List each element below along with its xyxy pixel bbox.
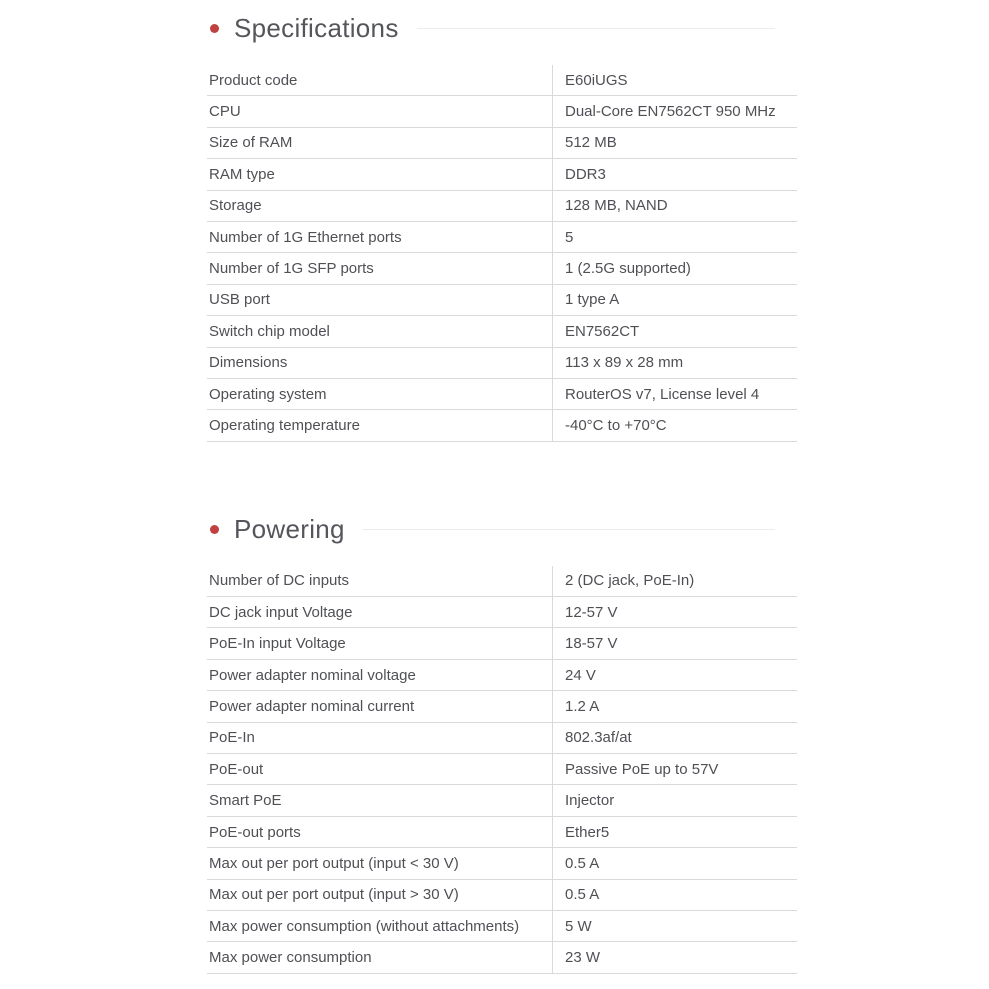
- table-row: [207, 597, 797, 628]
- spec-value: 1 (2.5G supported): [552, 253, 797, 283]
- table-row: [207, 253, 797, 284]
- table-row: [207, 628, 797, 659]
- powering-table: [207, 566, 797, 974]
- spec-value: E60iUGS: [552, 65, 797, 95]
- table-row: [207, 566, 797, 597]
- table-row: [207, 817, 797, 848]
- spec-value: 12-57 V: [552, 597, 797, 627]
- table-row: [207, 754, 797, 785]
- spec-value: 0.5 A: [552, 880, 797, 910]
- spec-label: Operating temperature: [209, 416, 360, 434]
- table-row: [207, 691, 797, 722]
- table-row: [207, 785, 797, 816]
- bullet-icon: [210, 24, 219, 33]
- spec-value: -40°C to +70°C: [552, 410, 797, 440]
- spec-value: Injector: [552, 785, 797, 815]
- section-specifications: [207, 13, 797, 442]
- spec-label: Number of DC inputs: [209, 572, 350, 590]
- section-header: [207, 13, 797, 44]
- header-divider: [363, 529, 775, 530]
- spec-label: CPU: [209, 103, 241, 121]
- spec-label: DC jack input Voltage: [209, 603, 353, 621]
- spec-value: 1 type A: [552, 285, 797, 315]
- spec-label: Power adapter nominal voltage: [209, 666, 416, 684]
- spec-value: Passive PoE up to 57V: [552, 754, 797, 784]
- spec-label: Size of RAM: [209, 134, 293, 152]
- spec-label: Product code: [209, 71, 298, 89]
- specifications-table: [207, 65, 797, 442]
- spec-value: 23 W: [552, 942, 797, 972]
- spec-value: 24 V: [552, 660, 797, 690]
- table-row: [207, 911, 797, 942]
- spec-label: Max power consumption: [209, 949, 372, 967]
- section-title: Powering: [234, 513, 345, 544]
- spec-label: Storage: [209, 197, 262, 215]
- spec-value: RouterOS v7, License level 4: [552, 379, 797, 409]
- table-row: [207, 191, 797, 222]
- table-row: [207, 96, 797, 127]
- spec-value: 5 W: [552, 911, 797, 941]
- table-row: [207, 723, 797, 754]
- spec-value: Dual-Core EN7562CT 950 MHz: [552, 96, 797, 126]
- spec-value: 5: [552, 222, 797, 252]
- spec-value: 0.5 A: [552, 848, 797, 878]
- spec-label: Dimensions: [209, 354, 288, 372]
- spec-value: 802.3af/at: [552, 723, 797, 753]
- table-row: [207, 379, 797, 410]
- spec-label: Max out per port output (input < 30 V): [209, 854, 459, 872]
- table-row: [207, 660, 797, 691]
- spec-label: PoE-out ports: [209, 823, 301, 841]
- table-row: [207, 880, 797, 911]
- spec-value: 128 MB, NAND: [552, 191, 797, 221]
- spec-label: Switch chip model: [209, 322, 330, 340]
- table-row: [207, 848, 797, 879]
- spec-label: PoE-out: [209, 760, 264, 778]
- spec-label: PoE-In: [209, 729, 255, 747]
- table-row: [207, 222, 797, 253]
- spec-label: Power adapter nominal current: [209, 697, 415, 715]
- spec-label: Number of 1G Ethernet ports: [209, 228, 402, 246]
- table-row: [207, 65, 797, 96]
- spec-label: Max power consumption (without attachments): [209, 917, 520, 935]
- table-row: [207, 159, 797, 190]
- spec-label: Max out per port output (input > 30 V): [209, 886, 459, 904]
- spec-label: Smart PoE: [209, 792, 282, 810]
- bullet-icon: [210, 525, 219, 534]
- spec-label: RAM type: [209, 165, 275, 183]
- spec-label: Number of 1G SFP ports: [209, 260, 374, 278]
- header-divider: [417, 28, 775, 29]
- spec-value: 18-57 V: [552, 628, 797, 658]
- table-row: [207, 316, 797, 347]
- spec-value: DDR3: [552, 159, 797, 189]
- table-row: [207, 348, 797, 379]
- section-powering: [207, 514, 797, 974]
- table-row: [207, 128, 797, 159]
- page-content: [207, 13, 797, 974]
- section-header: [207, 514, 797, 545]
- spec-value: EN7562CT: [552, 316, 797, 346]
- section-title: Specifications: [234, 13, 399, 43]
- spec-label: USB port: [209, 291, 270, 309]
- table-row: [207, 285, 797, 316]
- spec-value: 2 (DC jack, PoE-In): [552, 566, 797, 596]
- table-row: [207, 410, 797, 441]
- spec-value: Ether5: [552, 817, 797, 847]
- spec-value: 1.2 A: [552, 691, 797, 721]
- spec-value: 113 x 89 x 28 mm: [552, 348, 797, 378]
- spec-label: Operating system: [209, 385, 327, 403]
- spec-value: 512 MB: [552, 128, 797, 158]
- spec-label: PoE-In input Voltage: [209, 635, 346, 653]
- table-row: [207, 942, 797, 973]
